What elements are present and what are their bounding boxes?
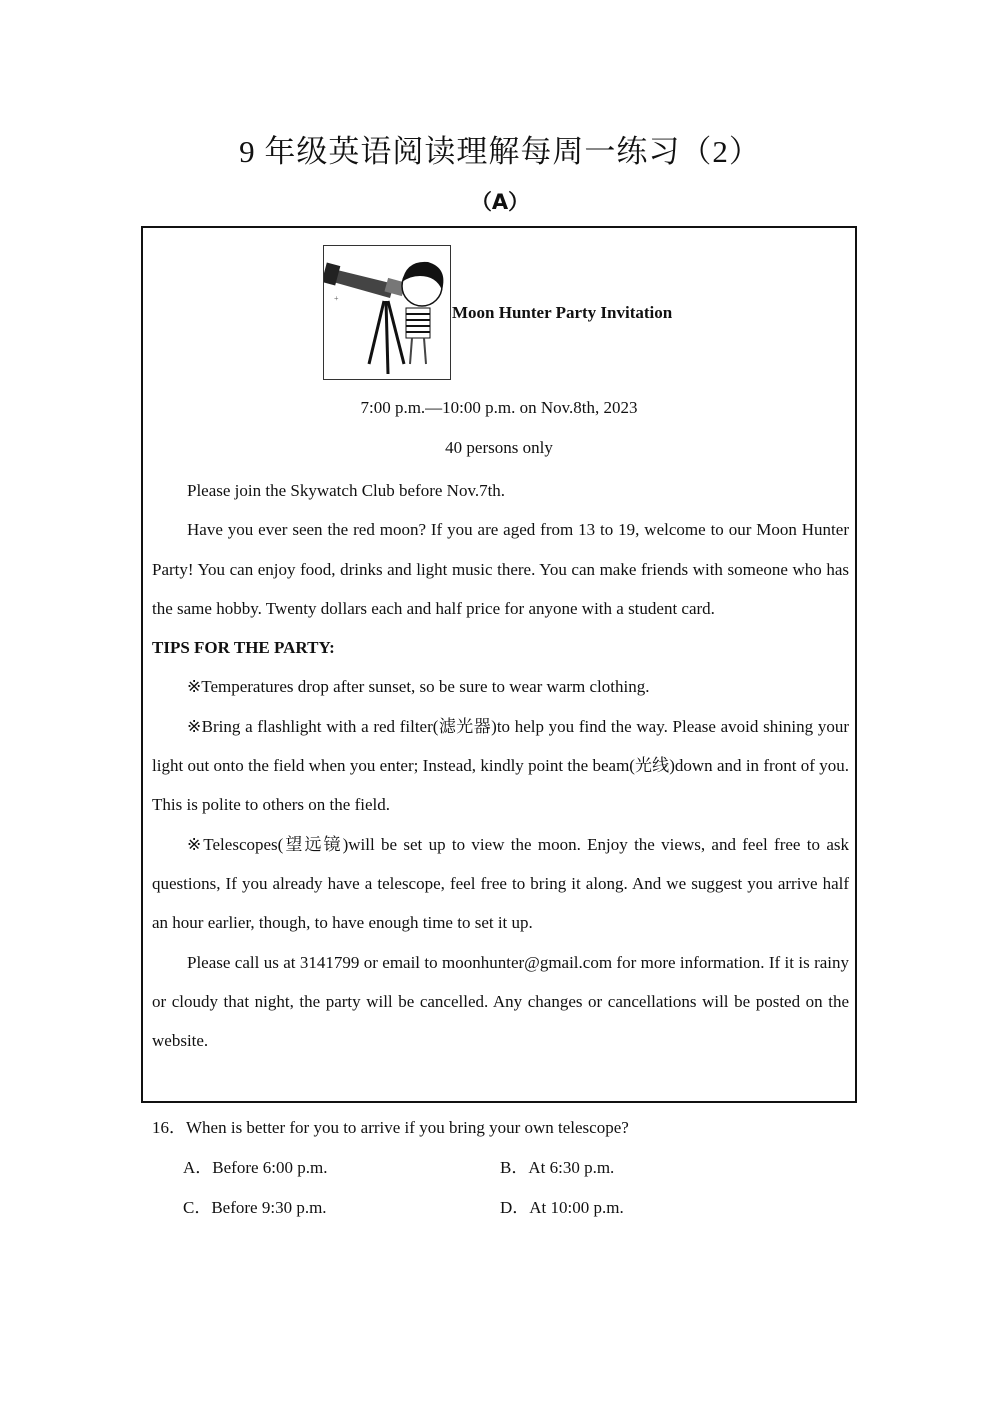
option-label: B． [500,1158,529,1177]
event-time: 7:00 p.m.—10:00 p.m. on Nov.8th, 2023 [360,398,638,417]
contact-paragraph: Please call us at 3141799 or email to moonhunter@gmail.com for more information. If it is rainy or cloudy that night, the party will be cancelled. Any changes or cancellations will be posted on the website. [152,952,849,1051]
option-text: Before 6:00 p.m. [212,1158,328,1177]
option-a[interactable] [183,1153,327,1178]
question-number: 16． [152,1118,186,1137]
page-title: 9 年级英语阅读理解每周一练习（2） [239,134,761,169]
telescope-child-illustration [323,245,451,380]
option-text: Before 9:30 p.m. [211,1198,327,1217]
option-label: D． [500,1198,530,1217]
question-16 [152,1113,629,1138]
option-b[interactable] [500,1153,614,1178]
telescope-icon [324,246,449,378]
svg-text:+: + [334,294,339,303]
option-label: C． [183,1198,212,1217]
invitation-box [141,226,857,1103]
tips-heading: TIPS FOR THE PARTY: [152,638,335,658]
option-text: At 10:00 p.m. [529,1198,624,1217]
option-d[interactable] [500,1193,624,1218]
tip-item: ※Bring a flashlight with a red filter(滤光器)to help you find the way. Please avoid shining your light out onto the field when you enter; Instead, kindly point the beam(光线)down and in front of you. This is polite to others on the field. [152,716,849,815]
tip-item: ※Telescopes(望远镜)will be set up to view the moon. Enjoy the views, and feel free to ask questions, If you already have a telescope, feel free to bring it along. And we suggest you arrive half an hour earlier, though, to have enough time to set it up. [152,834,849,933]
option-c[interactable] [183,1193,327,1218]
event-capacity: 40 persons only [445,438,553,457]
section-label: （A） [470,190,530,214]
join-note: Please join the Skywatch Club before Nov.7th. [187,481,506,500]
invitation-heading: Moon Hunter Party Invitation [452,303,673,322]
question-text: When is better for you to arrive if you bring your own telescope? [186,1118,629,1137]
option-text: At 6:30 p.m. [528,1158,615,1177]
intro-paragraph: Have you ever seen the red moon? If you are aged from 13 to 19, welcome to our Moon Hunter Party! You can enjoy food, drinks and light music there. You can make friends with someone who has the same hobby. Twenty dollars each and half price for anyone with a student card. [152,520,849,618]
option-label: A． [183,1158,213,1177]
invitation-body [152,471,849,1060]
tip-item: ※Temperatures drop after sunset, so be sure to wear warm clothing. [187,677,650,697]
